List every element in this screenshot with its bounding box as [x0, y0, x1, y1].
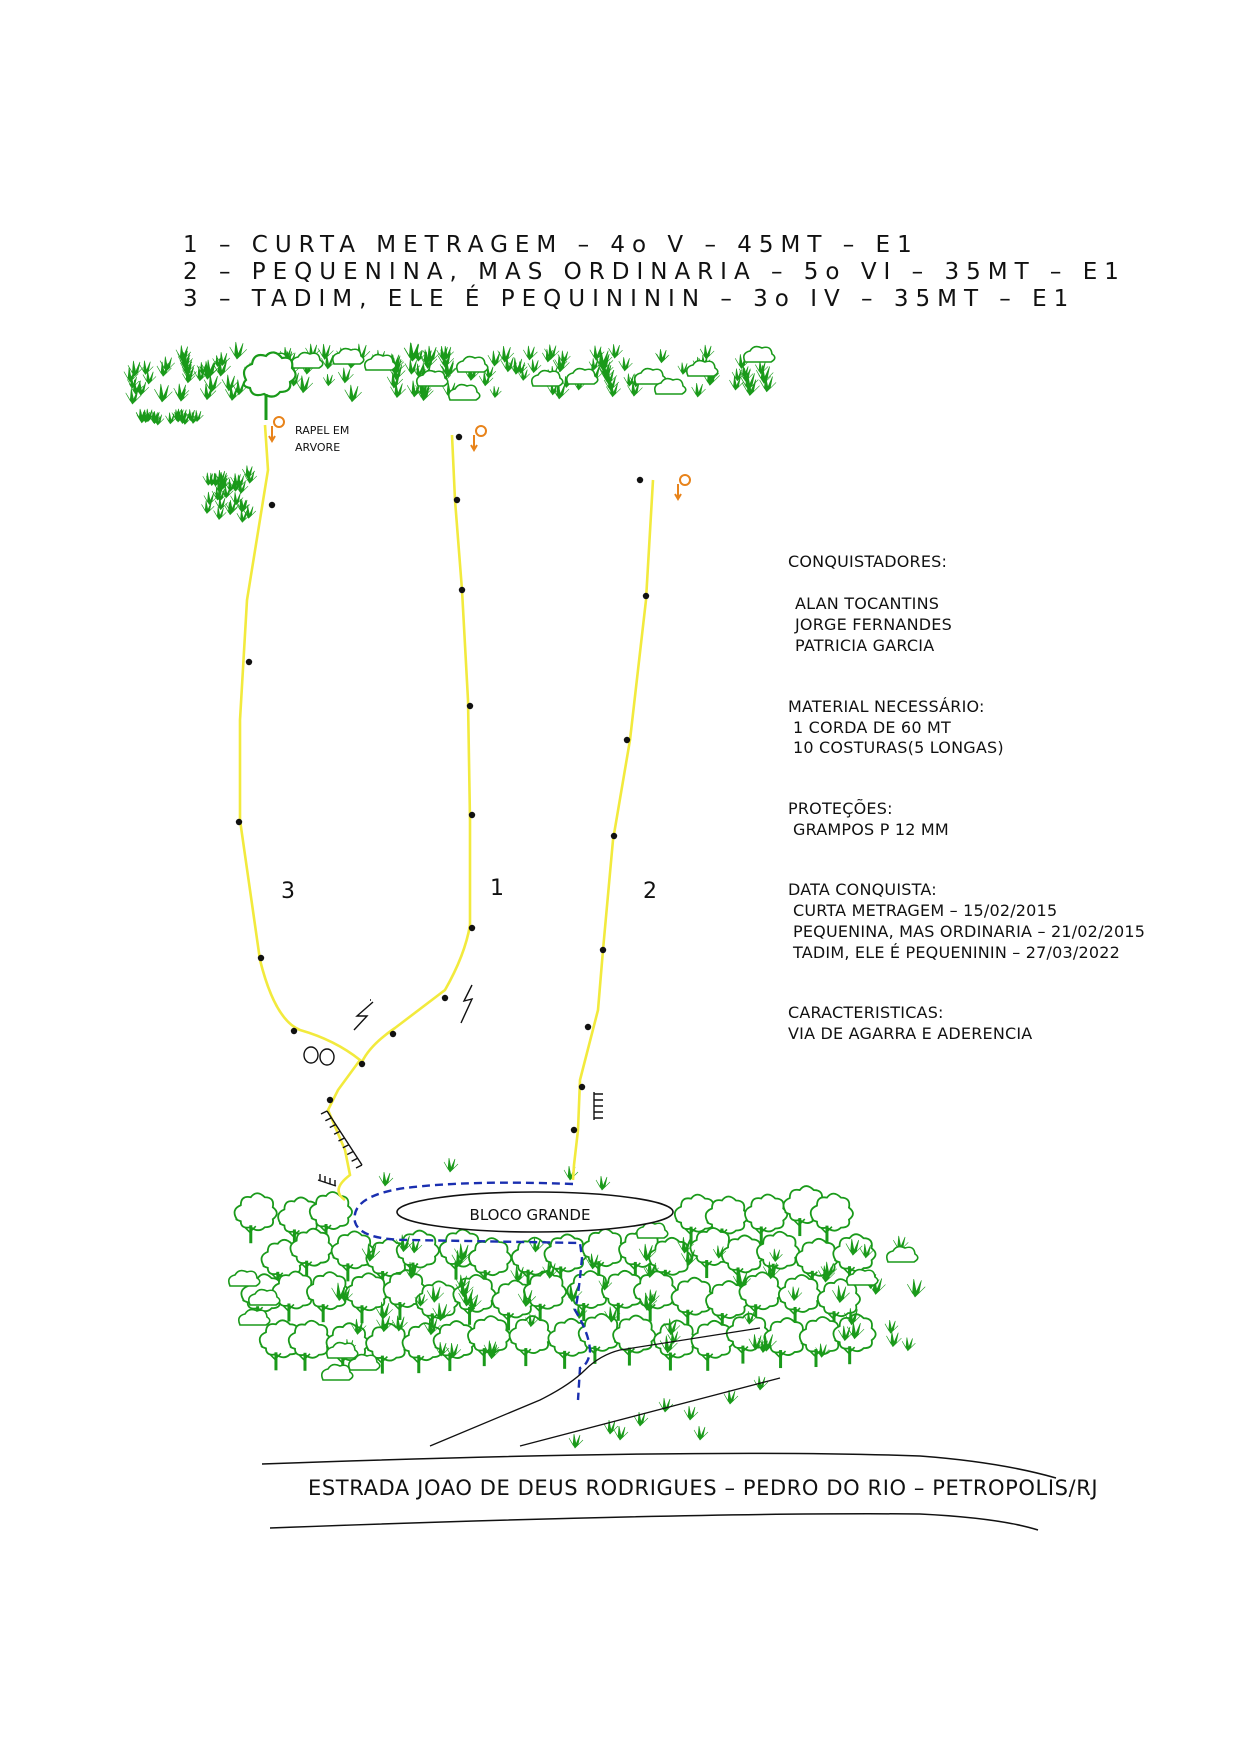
- bolt-icon: [442, 995, 448, 1001]
- bush-icon: [847, 1270, 878, 1285]
- bolt-icon: [258, 955, 264, 961]
- rappel-note-line-1: RAPEL EM: [295, 424, 350, 437]
- bolt-icon: [637, 477, 643, 483]
- material-item-2: 10 COSTURAS(5 LONGAS): [793, 738, 1004, 757]
- protecoes-title: PROTEÇÕES:: [788, 799, 893, 818]
- rappel-tree-icon: [244, 352, 296, 420]
- tree-icon: [613, 1316, 655, 1366]
- anchor-icon: [471, 426, 486, 450]
- bolt-icon: [246, 659, 252, 665]
- route-legend: [183, 232, 1126, 312]
- grass-tuft-icon: [379, 1172, 393, 1186]
- route-features: [304, 985, 603, 1186]
- crack-icon: [354, 1000, 373, 1030]
- route-3-line: [240, 425, 360, 1200]
- grass-tuft-icon: [700, 345, 714, 359]
- rappel-note-line-2: ARVORE: [295, 441, 341, 454]
- conquistadores-title: CONQUISTADORES:: [788, 552, 948, 571]
- bush-icon: [532, 371, 563, 386]
- route-number-2: 2: [643, 879, 657, 904]
- boulder-label: BLOCO GRANDE: [469, 1206, 591, 1224]
- conquistador-1: ALAN TOCANTINS: [795, 594, 940, 613]
- data-conquista-2: PEQUENINA, MAS ORDINARIA – 21/02/2015: [793, 922, 1146, 941]
- bush-icon: [887, 1247, 918, 1262]
- bolt-icon: [469, 812, 475, 818]
- bolt-icon: [600, 947, 606, 953]
- bolt-icon: [585, 1024, 591, 1030]
- grass-tuft-icon: [656, 349, 670, 363]
- data-conquista-title: DATA CONQUISTA:: [788, 880, 937, 899]
- material-title: MATERIAL NECESSÁRIO:: [788, 697, 985, 716]
- conquistador-3: PATRICIA GARCIA: [795, 636, 935, 655]
- route-number-1: 1: [490, 876, 504, 901]
- caracteristicas-title: CARACTERISTICAS:: [788, 1003, 944, 1022]
- grass-tuft-icon: [659, 1398, 673, 1412]
- bush-icon: [292, 353, 323, 368]
- route-lines: [240, 425, 653, 1200]
- grass-tuft-icon: [230, 342, 247, 359]
- grass-tuft-icon: [323, 374, 335, 386]
- road-label: ESTRADA JOAO DE DEUS RODRIGUES – PEDRO DO RIO – PETROPOLIS/RJ: [308, 1476, 1099, 1500]
- bolt-icon: [291, 1028, 297, 1034]
- grass-tuft-icon: [907, 1279, 925, 1297]
- bolt-icon: [643, 593, 649, 599]
- grass-tuft-icon: [684, 1406, 698, 1420]
- flake-icon: [318, 1174, 336, 1186]
- conquistador-2: JORGE FERNANDES: [795, 615, 952, 634]
- grass-tuft-icon: [296, 376, 313, 393]
- bolt-icon: [269, 502, 275, 508]
- ladder-holds-icon: [594, 1092, 603, 1120]
- grass-tuft-icon: [692, 383, 706, 397]
- data-conquista-3: TADIM, ELE É PEQUENININ – 27/03/2022: [793, 943, 1121, 962]
- bolt-icon: [359, 1061, 365, 1067]
- bolt-icon: [454, 497, 460, 503]
- crack-icon: [461, 985, 472, 1023]
- grass-tuft-icon: [569, 1434, 583, 1448]
- anchor-icon: [675, 475, 690, 499]
- flake-icon: [321, 1111, 362, 1168]
- bush-icon: [365, 355, 396, 370]
- grass-tuft-icon: [490, 386, 501, 397]
- caracteristicas-item-1: VIA DE AGARRA E ADERENCIA: [788, 1024, 1033, 1043]
- bush-icon: [687, 361, 718, 376]
- grass-tuft-icon: [140, 361, 154, 375]
- bolt-icon: [579, 1084, 585, 1090]
- route-1-line: [362, 435, 470, 1062]
- grass-tuft-icon: [886, 1332, 901, 1347]
- bush-icon: [229, 1271, 260, 1286]
- tree-icon: [811, 1194, 853, 1244]
- grass-tuft-icon: [619, 357, 633, 371]
- bush-icon: [744, 347, 775, 362]
- grass-tuft-icon: [488, 351, 503, 366]
- bush-icon: [239, 1310, 270, 1325]
- grass-tuft-icon: [609, 344, 623, 358]
- bolt-icon: [467, 703, 473, 709]
- grass-tuft-icon: [318, 344, 333, 359]
- protecoes-item-1: GRAMPOS P 12 MM: [793, 820, 949, 839]
- bolt-icon: [236, 819, 242, 825]
- grass-tuft-icon: [564, 1166, 578, 1180]
- pocket-holds-icon: [304, 1047, 334, 1065]
- data-conquista-1: CURTA METRAGEM – 15/02/2015: [793, 901, 1058, 920]
- route-number-3: 3: [281, 879, 295, 904]
- bolt-icon: [327, 1097, 333, 1103]
- legend-route-3: 3 – TADIM, ELE É PEQUINININ – 3o IV – 35MT – E1: [183, 286, 1076, 312]
- info-panel: [788, 552, 1145, 1043]
- grass-tuft-icon: [498, 346, 514, 362]
- tree-icon: [235, 1193, 277, 1243]
- bolt-icon: [456, 434, 462, 440]
- grass-tuft-icon: [338, 368, 353, 383]
- bush-icon: [457, 357, 488, 372]
- grass-tuft-icon: [528, 359, 541, 372]
- legend-route-1: 1 – CURTA METRAGEM – 4o V – 45MT – E1: [183, 232, 919, 258]
- grass-tuft-icon: [694, 1426, 708, 1440]
- bolt-icon: [624, 737, 630, 743]
- bush-icon: [567, 369, 598, 384]
- material-item-1: 1 CORDA DE 60 MT: [793, 718, 951, 737]
- grass-tuft-icon: [885, 1320, 898, 1333]
- bolt-icon: [459, 587, 465, 593]
- anchor-icon: [269, 417, 284, 441]
- bolt-icon: [611, 833, 617, 839]
- grass-tuft-icon: [222, 375, 238, 391]
- grass-tuft-icon: [345, 385, 362, 402]
- route-2-line: [573, 480, 653, 1180]
- grass-tuft-icon: [523, 346, 537, 360]
- grass-tuft-icon: [154, 384, 172, 402]
- tree-icon: [289, 1321, 331, 1371]
- tree-icon: [800, 1317, 842, 1367]
- bolt-icon: [571, 1127, 577, 1133]
- legend-route-2: 2 – PEQUENINA, MAS ORDINARIA – 5o VI – 35MT – E1: [183, 259, 1126, 285]
- grass-tuft-icon: [444, 1158, 458, 1172]
- bush-icon: [333, 349, 364, 364]
- bolt-icon: [469, 925, 475, 931]
- bush-icon: [322, 1365, 353, 1380]
- boulder: [397, 1192, 673, 1232]
- bolt-icon: [390, 1031, 396, 1037]
- grass-tuft-icon: [902, 1337, 915, 1350]
- grass-tuft-icon: [596, 1176, 610, 1190]
